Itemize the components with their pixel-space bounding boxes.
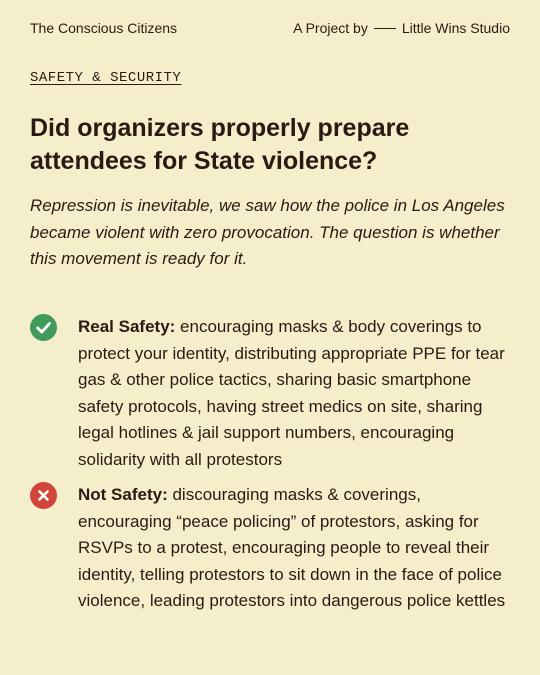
subtitle: Repression is inevitable, we saw how the police in Los Angeles became violent with zero provocation. The question is whether this movement is ready for it. xyxy=(30,196,505,268)
not-safety-text xyxy=(78,482,510,615)
byline-dash xyxy=(374,28,396,29)
real-safety-item xyxy=(30,314,510,473)
not-safety-body: discouraging masks & coverings, encouraging “peace policing” of protestors, asking for RSVPs to a protest, encouraging people to reveal their identity, telling protestors to sit down in the face of police violence, leading protestors into dangerous police kettles xyxy=(78,485,506,610)
not-safety-item xyxy=(30,482,510,615)
site-name: The Conscious Citizens xyxy=(30,20,178,36)
byline-studio: Little Wins Studio xyxy=(401,20,510,36)
real-safety-body: encouraging masks & body coverings to protect your identity, distributing appropriate PPE for tear gas & other police tactics, sharing basic smartphone safety protocols, having street medics on site, sharing legal hotlines & jail support numbers, encouraging solidarity with all protestors xyxy=(78,317,505,469)
real-safety-text xyxy=(78,314,510,473)
not-safety-title: Not Safety: xyxy=(78,485,168,504)
byline-prefix: A Project by xyxy=(293,20,368,36)
byline xyxy=(293,19,510,37)
real-safety-title: Real Safety: xyxy=(78,317,176,336)
x-circle-icon xyxy=(30,482,57,509)
section-label: SAFETY & SECURITY xyxy=(30,70,182,86)
header xyxy=(30,19,510,37)
page-title: Did organizers properly prepare attendees for State violence? xyxy=(30,114,410,175)
check-circle-icon xyxy=(30,314,57,341)
